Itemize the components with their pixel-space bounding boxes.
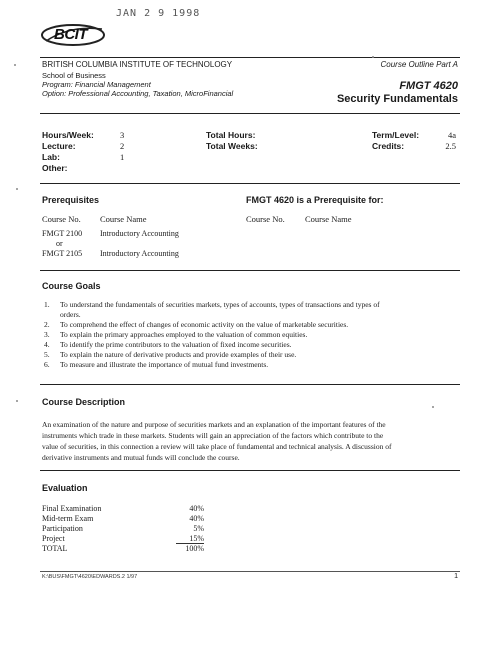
bcit-logo	[40, 21, 106, 47]
prereq-row-no: FMGT 2105	[42, 249, 83, 258]
description-line: An examination of the nature and purpose of securities markets and an explanation of the important features of the	[42, 420, 386, 429]
prereq-for-col-no: Course No.	[246, 214, 285, 224]
goal-text: To measure and illustrate the importance of mutual fund investments.	[60, 360, 269, 369]
goal-text: To comprehend the effect of changes of economic activity on the value of marketable securities.	[60, 320, 349, 329]
prereq-or: or	[56, 239, 63, 248]
goal-number: 3.	[44, 330, 50, 339]
outline-label: Course Outline Part A	[380, 60, 458, 69]
footer-file-code: K:\BUS\FMGT\4620\EDWARDS.2 1/97	[42, 574, 138, 580]
description-line: value of securities, in this connection a review will take place of fundamental and technical analysis. A discussion of	[42, 442, 392, 451]
hours-bottom-rule	[40, 183, 460, 184]
scan-speck	[432, 406, 434, 408]
evaluation-label: Mid-term Exam	[42, 514, 94, 523]
lecture-value: 2	[120, 141, 125, 151]
page-number: 1	[454, 573, 458, 580]
scan-speck	[16, 400, 18, 402]
goal-number: 2.	[44, 320, 50, 329]
lecture-label: Lecture:	[42, 141, 76, 151]
lab-label: Lab:	[42, 152, 60, 162]
evaluation-value: 15%	[189, 534, 204, 543]
scan-speck	[16, 188, 18, 190]
evaluation-value: 100%	[185, 544, 204, 553]
other-label: Other:	[42, 163, 68, 173]
evaluation-label: Participation	[42, 524, 83, 533]
prereq-row-name: Introductory Accounting	[100, 249, 179, 258]
description-line: instruments which trade in these markets. Students will gain an appreciation of the factors which contribute to the	[42, 431, 384, 440]
goal-number: 5.	[44, 350, 50, 359]
evaluation-value: 40%	[189, 504, 204, 513]
footer-rule	[40, 571, 460, 572]
credits-value: 2.5	[445, 141, 456, 151]
option-name: Option: Professional Accounting, Taxation, MicroFinancial	[42, 89, 234, 98]
prereq-for-col-name: Course Name	[305, 214, 352, 224]
logo-text: BCIT	[54, 26, 87, 43]
header-bottom-rule	[40, 113, 460, 114]
goal-text: To explain the nature of derivative products and provide examples of their use.	[60, 350, 297, 359]
school-name: School of Business	[42, 71, 106, 80]
scan-speck	[14, 64, 16, 66]
goal-number: 1.	[44, 300, 50, 309]
evaluation-value: 40%	[189, 514, 204, 523]
goal-text: To understand the fundamentals of securities markets, types of accounts, types of transactions and types of	[60, 300, 380, 309]
description-line: derivative instruments and mutual funds will conclude the course.	[42, 453, 240, 462]
goal-number: 4.	[44, 340, 50, 349]
evaluation-value: 5%	[193, 524, 204, 533]
prereq-row-name: Introductory Accounting	[100, 229, 179, 238]
hours-week-label: Hours/Week:	[42, 130, 94, 140]
goal-number: 6.	[44, 360, 50, 369]
hours-week-value: 3	[120, 130, 125, 140]
total-underline	[176, 543, 204, 544]
term-level-value: 4a	[447, 130, 456, 140]
program-name: Program: Financial Management	[42, 80, 151, 89]
prereq-col-name: Course Name	[100, 214, 147, 224]
lab-value: 1	[120, 152, 125, 162]
scan-speck	[372, 56, 374, 58]
evaluation-label: Project	[42, 534, 65, 543]
total-weeks-label: Total Weeks:	[206, 141, 258, 151]
goals-bottom-rule	[40, 384, 460, 385]
prereq-row-no: FMGT 2100	[42, 229, 83, 238]
date-stamp: JAN 2 9 1998	[116, 8, 201, 19]
goal-text-continued: orders.	[60, 310, 81, 319]
term-level-label: Term/Level:	[372, 130, 420, 140]
description-bottom-rule	[40, 470, 460, 471]
prereq-col-no: Course No.	[42, 214, 81, 224]
credits-label: Credits:	[372, 141, 405, 151]
evaluation-heading: Evaluation	[42, 483, 88, 493]
course-code: FMGT 4620	[399, 80, 458, 92]
institute-name: BRITISH COLUMBIA INSTITUTE OF TECHNOLOGY	[42, 60, 233, 69]
course-description-heading: Course Description	[42, 397, 126, 407]
header-rule	[40, 57, 460, 58]
prereq-bottom-rule	[40, 270, 460, 271]
course-title: Security Fundamentals	[336, 93, 458, 105]
evaluation-label: Final Examination	[42, 504, 102, 513]
prerequisites-heading: Prerequisites	[42, 195, 100, 205]
goal-text: To explain the primary approaches employed to the valuation of common equities.	[60, 330, 308, 339]
evaluation-label: TOTAL	[42, 544, 68, 553]
total-hours-label: Total Hours:	[206, 130, 256, 140]
prereq-for-heading: FMGT 4620 is a Prerequisite for:	[246, 195, 384, 205]
course-goals-heading: Course Goals	[42, 281, 101, 291]
goal-text: To identify the prime contributors to the valuation of fixed income securities.	[60, 340, 292, 349]
